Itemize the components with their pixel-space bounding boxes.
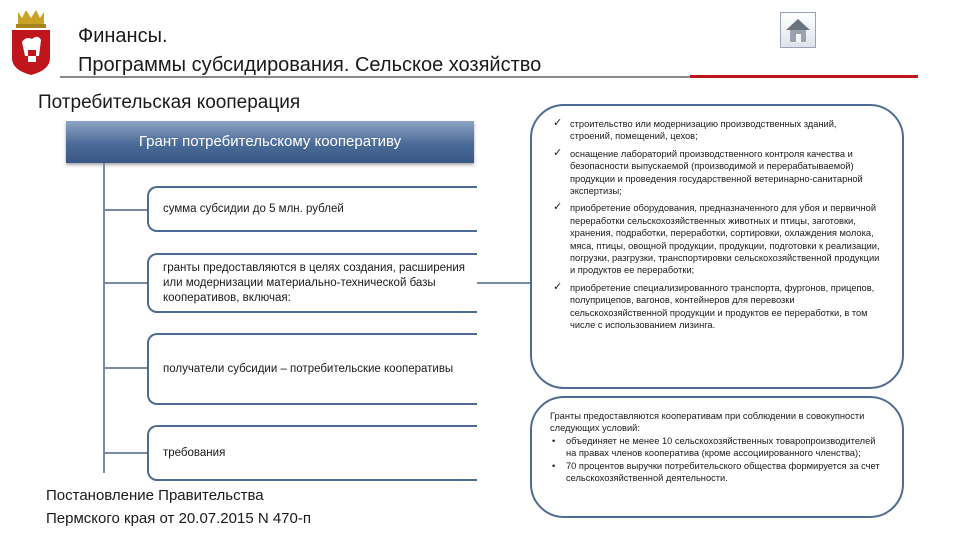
purpose-item: ✓ оснащение лабораторий производственного контроля качества и безопасности выпускаемой (производимой и перерабатываемой) продукции и проведения государственной ветеринарно-санитарной экспертизы; [553, 146, 863, 197]
tree-item-recipients [147, 333, 477, 405]
requirement-item: • 70 процентов выручки потребительского общества формируется за счет сельскохозяйственной деятельности. [552, 460, 880, 484]
tree-item-label: сумма субсидии до 5 млн. рублей [163, 202, 344, 215]
legal-reference-line2: Пермского края от 20.07.2015 N 470-п [46, 510, 311, 527]
tree-connector [477, 282, 531, 284]
tree-branch [103, 282, 147, 284]
tree-item-label: получатели субсидии – потребительские кооперативы [163, 362, 454, 375]
legal-reference [46, 484, 311, 530]
grant-purposes-panel [530, 104, 904, 389]
page-title-line2: Программы субсидирования. Сельское хозяйство [78, 54, 542, 76]
purpose-item: ✓ строительство или модернизацию производственных зданий, строений, помещений, цехов; [553, 117, 837, 142]
purpose-item: ✓ приобретение специализированного транспорта, фургонов, прицепов, полуприцепов, вагонов, контейнеров для перевозки сельскохозяйственной продукции и продуктов ее переработки, в том числе с использованием лизинга. [553, 280, 875, 331]
legal-reference-line1: Постановление Правительства [46, 487, 264, 504]
grant-requirements-panel [530, 396, 904, 518]
perm-krai-coat-of-arms-icon [8, 6, 54, 76]
tree-branch [103, 452, 147, 454]
tree-item-requirements [147, 425, 477, 481]
header-accent-divider [690, 75, 918, 78]
bullet-icon: • [552, 460, 556, 471]
requirement-item: • объединяет не менее 10 сельскохозяйственных товаропроизводителей на правах членов кооператива (кроме ассоциированного членства); [552, 435, 876, 459]
home-icon [781, 13, 815, 47]
checkmark-icon: ✓ [553, 201, 563, 214]
section-subtitle: Потребительская кооперация [38, 92, 301, 113]
tree-item-label: гранты предоставляются в целях создания, расширения или модернизации материально-технической базы кооперативов, включая: [163, 261, 465, 304]
requirements-intro: Гранты предоставляются кооперативам при соблюдении в совокупности следующих условий: [550, 411, 865, 434]
purpose-item: ✓ приобретение оборудования, предназначенного для убоя и первичной переработки сельскохозяйственных животных и птицы, заготовки, хранения, подработки, переработки, сортировки, охлаждения молока, мяса, птицы, овощной продукции, продукции, подготовки к реализации, погрузки, разгрузки, транспортировки сельскохозяйственной продукции и продуктов ее переработки; [553, 201, 880, 276]
tree-branch [103, 209, 147, 211]
checkmark-icon: ✓ [553, 146, 563, 159]
bullet-icon: • [552, 435, 556, 446]
home-button[interactable] [780, 12, 816, 48]
tree-item-label: требования [163, 446, 226, 459]
checkmark-icon: ✓ [553, 117, 563, 129]
tree-branch [103, 367, 147, 369]
tree-item-grant-purpose [147, 253, 477, 313]
grant-heading-box: Грант потребительскому кооперативу [66, 121, 474, 163]
checkmark-icon: ✓ [553, 280, 563, 293]
tree-item-subsidy-amount [147, 186, 477, 232]
header-divider [60, 76, 690, 78]
page-title-line1: Финансы. [78, 25, 168, 47]
